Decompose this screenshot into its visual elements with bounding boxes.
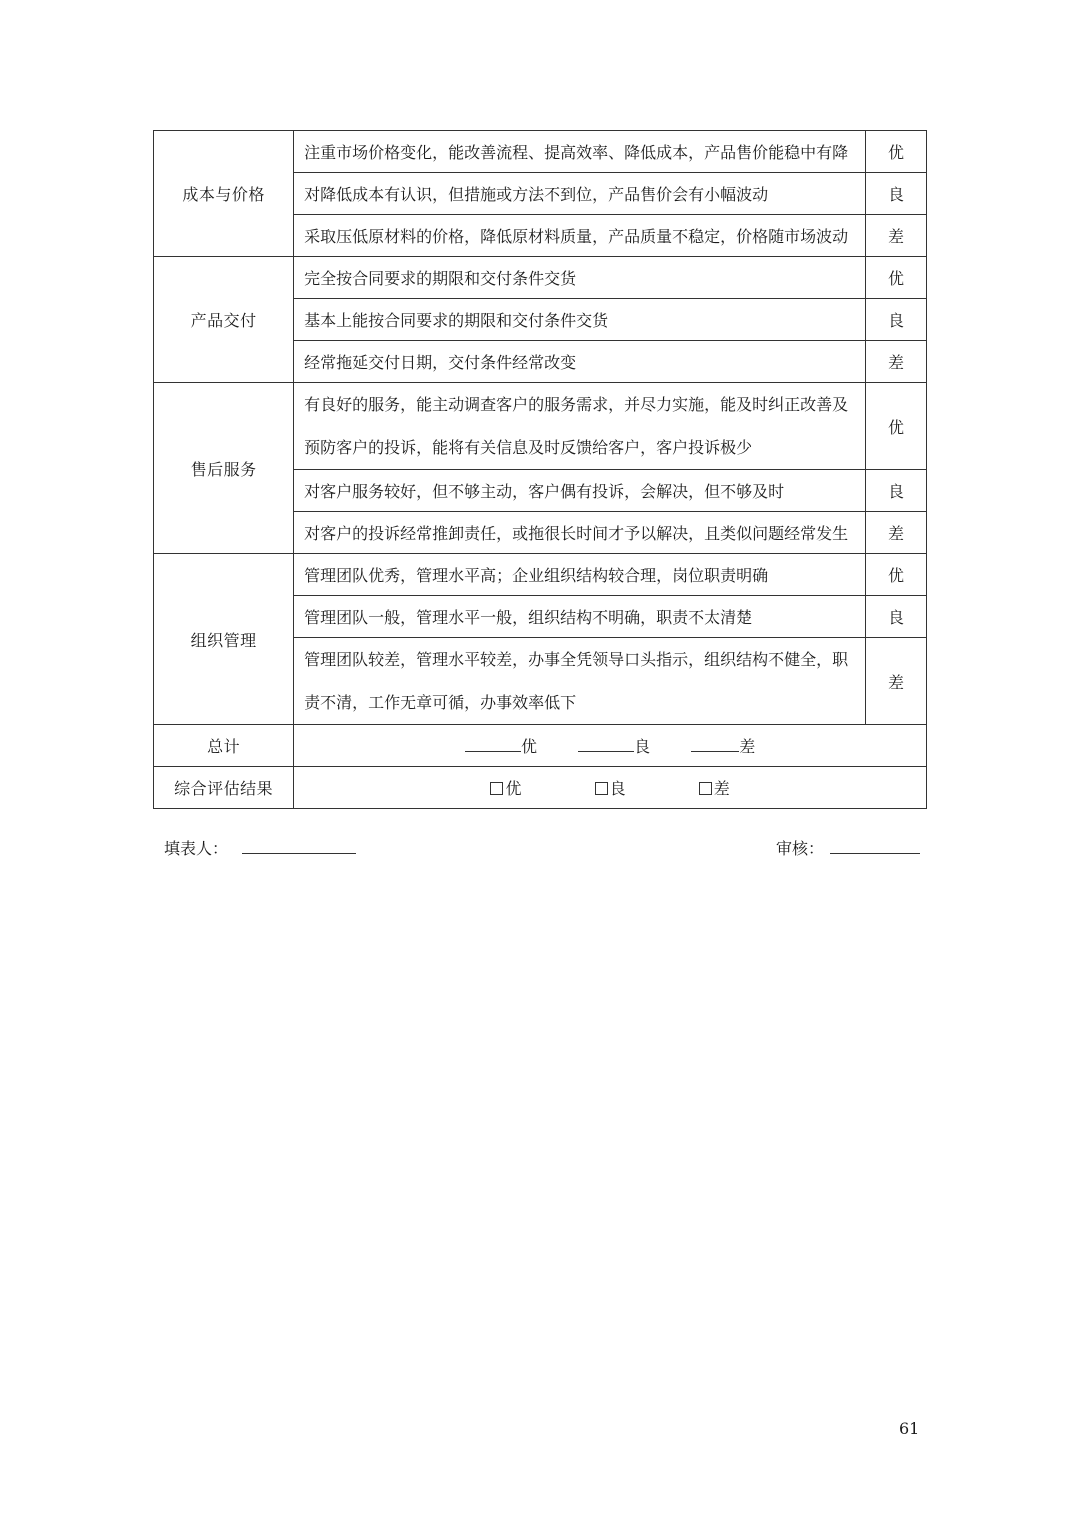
criterion-text: 采取压低原材料的价格，降低原材料质量，产品质量不稳定，价格随市场波动 (294, 215, 866, 257)
option-label: 优 (505, 779, 522, 798)
total-fields (294, 725, 927, 767)
criterion-text: 管理团队优秀，管理水平高；企业组织结构较合理，岗位职责明确 (294, 554, 866, 596)
filler-signature-line[interactable] (242, 837, 356, 854)
table-row (154, 131, 927, 173)
criterion-text: 注重市场价格变化，能改善流程、提高效率、降低成本，产品售价能稳中有降 (294, 131, 866, 173)
criterion-text: 对客户服务较好，但不够主动，客户偶有投诉，会解决，但不够及时 (294, 470, 866, 512)
option-label: 差 (713, 779, 730, 798)
total-good-field[interactable] (578, 734, 650, 757)
evaluation-table (153, 130, 927, 809)
result-options (294, 767, 927, 809)
total-excellent-field[interactable] (465, 734, 537, 757)
checkbox-icon[interactable] (595, 782, 608, 795)
filler-label: 填表人： (164, 839, 229, 858)
criterion-text: 基本上能按合同要求的期限和交付条件交货 (294, 299, 866, 341)
criterion-text: 管理团队较差，管理水平较差，办事全凭领导口头指示，组织结构不健全，职责不清，工作无章可循，办事效率低下 (294, 638, 866, 725)
category-cell: 售后服务 (154, 383, 294, 554)
grade-cell: 优 (865, 131, 926, 173)
category-cell: 产品交付 (154, 257, 294, 383)
total-good-label: 良 (634, 737, 651, 756)
grade-cell: 优 (865, 257, 926, 299)
criterion-text: 经常拖延交付日期，交付条件经常改变 (294, 341, 866, 383)
table-row (154, 554, 927, 596)
reviewer-signature (776, 836, 920, 859)
grade-cell: 良 (865, 173, 926, 215)
total-excellent-label: 优 (520, 737, 537, 756)
grade-cell: 良 (865, 299, 926, 341)
criterion-text: 管理团队一般，管理水平一般，组织结构不明确，职责不太清楚 (294, 596, 866, 638)
page-number: 61 (899, 1419, 920, 1438)
grade-cell: 差 (865, 215, 926, 257)
grade-cell: 差 (865, 341, 926, 383)
category-cell: 成本与价格 (154, 131, 294, 257)
total-label: 总计 (154, 725, 294, 767)
criterion-text: 对降低成本有认识，但措施或方法不到位，产品售价会有小幅波动 (294, 173, 866, 215)
criterion-text: 有良好的服务，能主动调查客户的服务需求，并尽力实施，能及时纠正改善及预防客户的投诉，能将有关信息及时反馈给客户，客户投诉极少 (294, 383, 866, 470)
table-row (154, 257, 927, 299)
result-row (154, 767, 927, 809)
result-option-excellent[interactable] (490, 776, 521, 799)
table-row (154, 383, 927, 470)
reviewer-label: 审核： (776, 839, 825, 858)
total-poor-label: 差 (739, 737, 756, 756)
result-option-good[interactable] (595, 776, 626, 799)
result-label: 综合评估结果 (154, 767, 294, 809)
criterion-text: 对客户的投诉经常推卸责任，或拖很长时间才予以解决，且类似问题经常发生 (294, 512, 866, 554)
grade-cell: 优 (865, 383, 926, 470)
blank-line[interactable] (578, 737, 634, 752)
grade-cell: 差 (865, 512, 926, 554)
grade-cell: 差 (865, 638, 926, 725)
checkbox-icon[interactable] (699, 782, 712, 795)
total-row (154, 725, 927, 767)
reviewer-signature-line[interactable] (830, 837, 920, 854)
total-poor-field[interactable] (691, 734, 755, 757)
blank-line[interactable] (465, 737, 521, 752)
grade-cell: 良 (865, 470, 926, 512)
filler-signature (164, 836, 356, 859)
option-label: 良 (609, 779, 626, 798)
blank-line[interactable] (691, 737, 739, 752)
grade-cell: 良 (865, 596, 926, 638)
result-option-poor[interactable] (699, 776, 730, 799)
category-cell: 组织管理 (154, 554, 294, 725)
checkbox-icon[interactable] (490, 782, 503, 795)
grade-cell: 优 (865, 554, 926, 596)
criterion-text: 完全按合同要求的期限和交付条件交货 (294, 257, 866, 299)
